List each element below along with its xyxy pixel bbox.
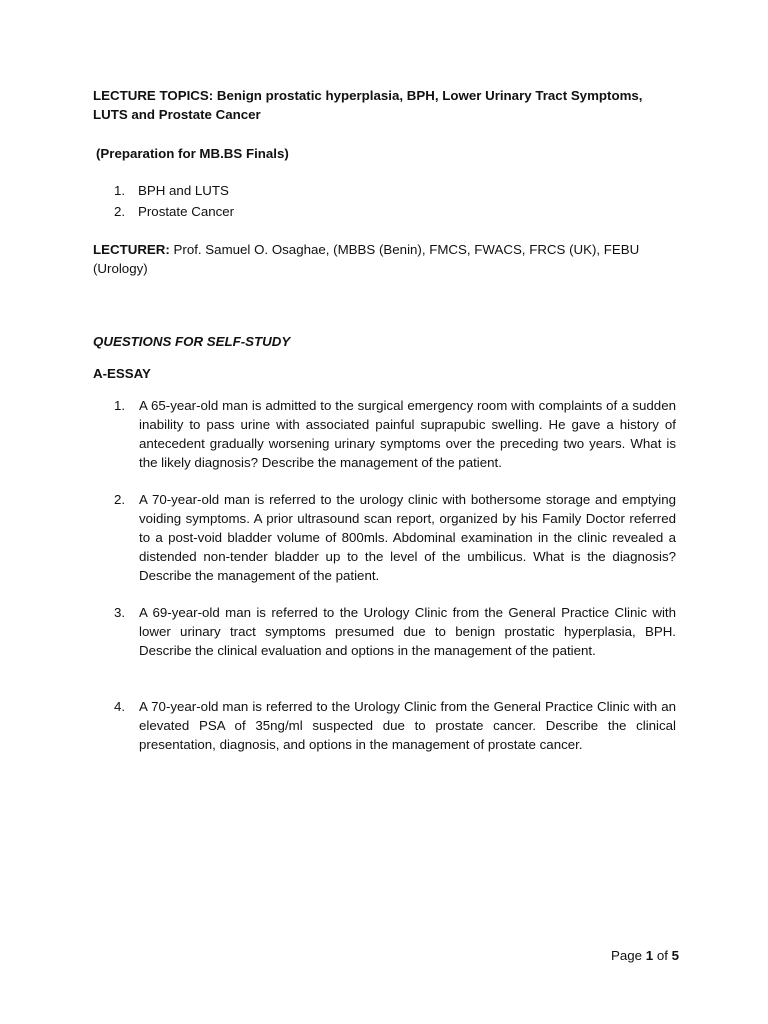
document-page [93,86,676,754]
total-pages: 5 [671,948,680,963]
questions-heading: QUESTIONS FOR SELF-STUDY [93,334,291,349]
topic-label: Prostate Cancer [138,204,235,219]
lecturer-line [93,240,676,278]
lecturer-name: Prof. Samuel O. Osaghae, (MBBS (Benin), FMCS, FWACS, FRCS (UK), FEBU (Urology) [93,242,640,276]
question-text: A 70-year-old man is referred to the urology clinic with bothersome storage and emptying voiding symptoms. A prior ultrasound scan report, organized by his Family Doctor referred to a post-void bladder volume of 800mls. Abdominal examination in the clinic revealed a distended non-tender bladder up to the level of the umbilicus. What is the diagnosis? Describe the management of the patient. [139,492,676,583]
list-item [93,202,676,223]
question-text: A 70-year-old man is referred to the Urology Clinic from the General Practice Clinic with an elevated PSA of 35ng/ml suspected due to prostate cancer. Describe the clinical presentation, diagnosis, and options in the management of prostate cancer. [139,699,676,752]
lecture-topics-heading [93,86,676,124]
page-word: Page [611,948,643,963]
question-number: 1. [114,398,126,413]
topic-label: BPH and LUTS [138,183,229,198]
question-item [93,603,676,660]
question-text: A 65-year-old man is admitted to the surgical emergency room with complaints of a sudden inability to pass urine with associated painful suprapubic swelling. He gave a history of antecedent gradually worsening urinary symptoms over the preceding two years. What is the likely diagnosis? Describe the management of the patient. [139,398,676,470]
lecture-topics-label: LECTURE TOPICS: [93,88,214,103]
topic-number: 1. [114,183,126,198]
list-item [93,181,676,202]
preparation-note: (Preparation for MB.BS Finals) [96,146,289,161]
lecture-topics-text: Benign prostatic hyperplasia, BPH, Lower Urinary Tract Symptoms, LUTS and Prostate Cancer [93,88,643,122]
topic-list [93,181,676,223]
topic-number: 2. [114,204,126,219]
question-number: 4. [114,699,126,714]
current-page: 1 [645,948,654,963]
question-item [93,490,676,585]
lecturer-label: LECTURER: [93,242,170,257]
question-text: A 69-year-old man is referred to the Urology Clinic from the General Practice Clinic with lower urinary tract symptoms presumed due to benign prostatic hyperplasia, BPH. Describe the clinical evaluation and options in the management of the patient. [139,605,676,658]
question-number: 2. [114,492,126,507]
page-number [611,946,679,965]
essay-section-heading: A-ESSAY [93,366,151,381]
of-word: of [656,948,668,963]
question-item [93,396,676,472]
question-number: 3. [114,605,126,620]
question-item [93,697,676,754]
